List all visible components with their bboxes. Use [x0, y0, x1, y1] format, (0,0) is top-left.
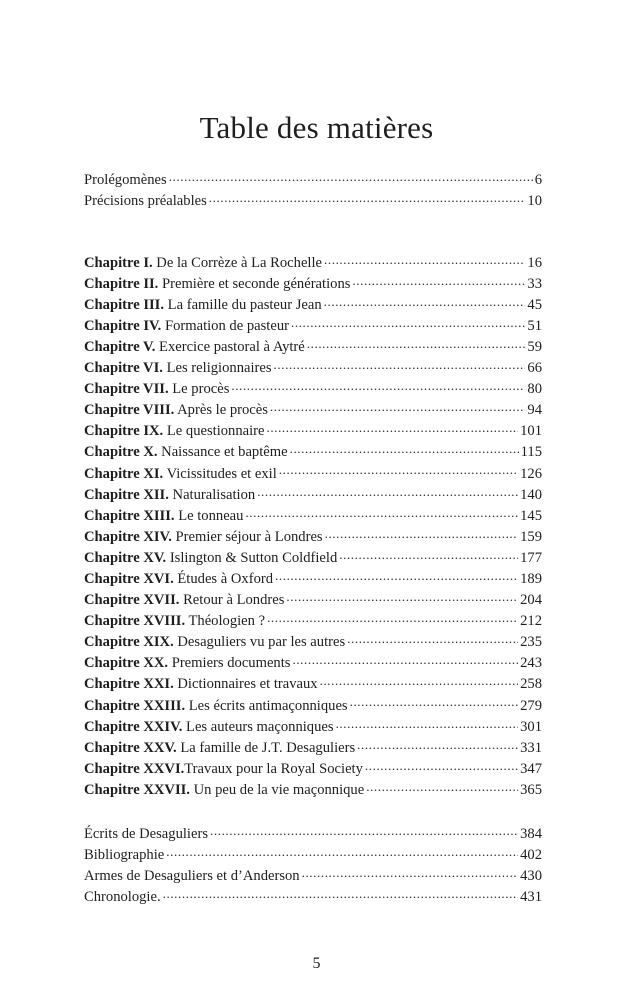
- dot-leader: [291, 315, 525, 330]
- toc-entry-text: [84, 569, 273, 590]
- toc-entry-text: [84, 780, 364, 801]
- chapter-number: Chapitre XI.: [84, 465, 164, 482]
- chapter-title: Dictionnaires et travaux: [173, 676, 318, 693]
- toc-page-number: 430: [520, 867, 542, 884]
- toc-chapter-entry: [84, 695, 542, 716]
- toc-page-number: 115: [520, 444, 542, 461]
- toc-entry-text: Armes de Desaguliers et d’Anderson: [84, 867, 300, 884]
- toc-page-number: 347: [520, 760, 542, 777]
- chapter-title: Naturalisation: [168, 486, 256, 503]
- chapter-number: Chapitre VII.: [84, 381, 169, 398]
- chapter-title: Travaux pour la Royal Society: [184, 760, 363, 777]
- toc-entry-text: [84, 632, 345, 653]
- page-title: Table des matières: [199, 110, 434, 145]
- chapter-title: Retour à Londres: [179, 592, 285, 609]
- toc-back-matter: [84, 823, 542, 907]
- toc-entry-text: [84, 379, 229, 400]
- chapter-title: Après le procès: [174, 402, 268, 419]
- chapter-number: Chapitre XXIV.: [84, 718, 183, 735]
- toc-chapter-entry: [84, 484, 542, 505]
- dot-leader: [279, 463, 518, 478]
- toc-entry-text: [84, 316, 289, 337]
- dot-leader: [245, 505, 518, 520]
- toc-chapter-entry: [84, 400, 542, 421]
- toc-chapter-entry: [84, 463, 542, 484]
- toc-entry-text: [84, 590, 284, 611]
- toc-page-number: 189: [520, 571, 542, 587]
- dot-leader: [275, 568, 518, 583]
- toc-page-number: 235: [520, 634, 542, 651]
- toc-chapters: [84, 252, 542, 800]
- toc-entry-text: [84, 506, 243, 527]
- chapter-title: La famille du pasteur Jean: [164, 296, 322, 313]
- toc-chapter-entry: [84, 505, 542, 526]
- dot-leader: [286, 590, 518, 605]
- toc-entry-text: Prolégomènes: [84, 171, 167, 188]
- toc-chapter-entry: [84, 442, 542, 463]
- dot-leader: [320, 674, 519, 689]
- dot-leader: [257, 484, 518, 499]
- dot-leader: [274, 357, 526, 372]
- toc-page-number: 66: [527, 360, 542, 377]
- chapter-number: Chapitre XIII.: [84, 507, 175, 524]
- dot-leader: [292, 653, 518, 668]
- toc-entry-text: Précisions préalables: [84, 192, 207, 209]
- chapter-title: Premiers documents: [168, 655, 291, 672]
- chapter-number: Chapitre XIV.: [84, 528, 172, 545]
- toc-page-number: 140: [520, 486, 542, 503]
- chapter-title: Première et seconde générations: [158, 275, 351, 292]
- chapter-title: Premier séjour à Londres: [171, 528, 323, 545]
- dot-leader: [307, 336, 526, 351]
- toc-page-number: 301: [520, 718, 542, 735]
- toc-entry-text: [84, 295, 322, 316]
- dot-leader: [270, 400, 525, 415]
- toc-chapter-entry: [84, 357, 542, 378]
- toc-entry-text: Bibliographie: [84, 846, 165, 863]
- toc-page-number: 204: [520, 592, 542, 609]
- toc-chapter-entry: [84, 526, 542, 547]
- toc-page-number: 16: [527, 254, 542, 271]
- dot-leader: [336, 716, 519, 731]
- toc-entry-text: [84, 717, 334, 738]
- dot-leader: [231, 379, 525, 394]
- toc-entry-text: Chronologie.: [84, 888, 161, 905]
- toc-entry-text: Écrits de Desaguliers: [84, 825, 209, 842]
- toc-page-number: 159: [520, 528, 542, 545]
- dot-leader: [350, 695, 519, 710]
- dot-leader: [347, 632, 518, 647]
- chapter-number: Chapitre XXVI.: [84, 760, 185, 777]
- chapter-number: Chapitre XV.: [84, 549, 167, 566]
- dot-leader: [267, 611, 518, 626]
- toc-page-number: 94: [527, 402, 542, 419]
- toc-entry-text: [84, 485, 255, 506]
- chapter-number: Chapitre VIII.: [84, 402, 175, 419]
- dot-leader: [166, 844, 518, 859]
- dot-leader: [352, 273, 525, 288]
- toc-chapter-entry: [84, 758, 542, 779]
- toc-entry-text: [84, 738, 355, 759]
- toc-chapter-entry: [84, 421, 542, 442]
- toc-entry-text: [84, 696, 348, 717]
- toc-chapter-entry: [84, 674, 542, 695]
- chapter-title: Formation de pasteur: [161, 317, 289, 334]
- dot-leader: [365, 758, 518, 773]
- dot-leader: [302, 865, 519, 880]
- toc-chapter-entry: [84, 336, 542, 357]
- toc-entry-text: [84, 400, 268, 421]
- toc-page-number: 33: [527, 275, 542, 292]
- dot-leader: [324, 252, 525, 267]
- chapter-title: La famille de J.T. Desaguliers: [176, 739, 356, 756]
- dot-leader: [324, 294, 526, 309]
- toc-chapter-entry: [84, 653, 542, 674]
- toc-entry-text: [84, 527, 323, 548]
- toc-page-number: 384: [520, 825, 542, 842]
- chapter-title: Les auteurs maçonniques: [182, 718, 334, 735]
- toc-page-number: 402: [520, 846, 542, 863]
- dot-leader: [163, 886, 518, 901]
- toc-page-number: 101: [520, 423, 542, 440]
- chapter-title: Le questionnaire: [163, 423, 265, 440]
- chapter-number: Chapitre XIX.: [84, 634, 174, 651]
- toc-page-number: 212: [520, 613, 542, 630]
- chapter-number: Chapitre II.: [84, 275, 159, 292]
- toc-chapter-entry: [84, 252, 542, 273]
- toc-page-number: 45: [527, 296, 542, 313]
- toc-page-number: 80: [527, 381, 542, 398]
- chapter-number: Chapitre XXVII.: [84, 781, 190, 798]
- toc-entry-text: [84, 358, 272, 379]
- chapter-title: Vicissitudes et exil: [163, 465, 277, 482]
- toc-chapter-entry: [84, 737, 542, 758]
- dot-leader: [357, 737, 518, 752]
- chapter-number: Chapitre III.: [84, 296, 165, 313]
- toc-page-number: 243: [520, 655, 542, 672]
- toc-page-number: 6: [534, 171, 542, 188]
- toc-entry-text: [84, 611, 265, 632]
- toc-entry: [84, 886, 542, 907]
- toc-chapter-entry: [84, 294, 542, 315]
- toc-page-number: 331: [520, 739, 542, 756]
- dot-leader: [169, 169, 533, 184]
- chapter-title: Le tonneau: [174, 507, 244, 524]
- chapter-number: Chapitre XVIII.: [84, 613, 186, 630]
- toc-page-number: 365: [520, 781, 542, 798]
- toc-entry-text: [84, 759, 363, 780]
- chapter-title: Études à Oxford: [173, 571, 274, 587]
- toc-entry: [84, 823, 542, 844]
- chapter-title: Un peu de la vie maçonnique: [189, 781, 365, 798]
- toc-page-number: 126: [520, 465, 542, 482]
- toc-entry-text: [84, 337, 305, 358]
- chapter-title: Les écrits antimaçonniques: [185, 697, 348, 714]
- chapter-number: Chapitre XVII.: [84, 592, 180, 609]
- toc-chapter-entry: [84, 315, 542, 336]
- chapter-number: Chapitre V.: [84, 338, 156, 355]
- dot-leader: [366, 779, 518, 794]
- toc-page-number: 51: [527, 317, 542, 334]
- toc-entry-text: [84, 464, 277, 485]
- toc-chapter-entry: [84, 547, 542, 568]
- chapter-number: Chapitre VI.: [84, 360, 163, 377]
- toc-chapter-entry: [84, 273, 542, 294]
- toc-entry: [84, 169, 542, 190]
- dot-leader: [339, 547, 518, 562]
- toc-page-number: 177: [520, 549, 542, 566]
- chapter-title: Exercice pastoral à Aytré: [155, 338, 305, 355]
- toc-chapter-entry: [84, 590, 542, 611]
- toc-entry-text: [84, 253, 322, 274]
- toc-chapter-entry: [84, 779, 542, 800]
- toc-entry: [84, 844, 542, 865]
- chapter-number: Chapitre IX.: [84, 423, 164, 440]
- toc-entry-text: [84, 548, 337, 569]
- toc-chapter-entry: [84, 568, 542, 589]
- chapter-title: Théologien ?: [185, 613, 266, 630]
- toc-page-number: 59: [527, 338, 542, 355]
- toc-page-number: 145: [520, 507, 542, 524]
- toc-page-number: 10: [527, 192, 542, 209]
- toc-chapter-entry: [84, 716, 542, 737]
- chapter-number: Chapitre XX.: [84, 655, 169, 672]
- page-number: 5: [312, 955, 321, 972]
- chapter-title: De la Corrèze à La Rochelle: [152, 254, 323, 271]
- toc-entry-text: [84, 653, 290, 674]
- toc-page-number: 431: [520, 888, 542, 905]
- dot-leader: [210, 823, 518, 838]
- chapter-title: Naissance et baptême: [157, 444, 288, 461]
- chapter-title: Les religionnaires: [162, 360, 272, 377]
- toc-entry-text: [84, 442, 288, 463]
- toc-chapter-entry: [84, 379, 542, 400]
- toc-page-number: 258: [520, 676, 542, 693]
- chapter-number: Chapitre X.: [84, 444, 158, 461]
- chapter-number: Chapitre XXI.: [84, 676, 174, 693]
- chapter-title: Le procès: [168, 381, 230, 398]
- toc-entry-text: [84, 421, 265, 442]
- chapter-number: Chapitre XXV.: [84, 739, 177, 756]
- dot-leader: [325, 526, 518, 541]
- chapter-number: Chapitre XVI.: [84, 571, 174, 587]
- chapter-title: Desaguliers vu par les autres: [173, 634, 346, 651]
- chapter-number: Chapitre IV.: [84, 317, 162, 334]
- chapter-title: Islington & Sutton Coldfield: [166, 549, 338, 566]
- dot-leader: [209, 190, 526, 205]
- chapter-number: Chapitre XII.: [84, 486, 169, 503]
- toc-entry: [84, 865, 542, 886]
- toc-chapter-entry: [84, 632, 542, 653]
- toc-chapter-entry: [84, 611, 542, 632]
- dot-leader: [290, 442, 519, 457]
- toc-entry: [84, 190, 542, 211]
- toc-entry-text: [84, 274, 350, 295]
- toc-page-number: 279: [520, 697, 542, 714]
- toc-front-matter: [84, 169, 542, 211]
- chapter-number: Chapitre I.: [84, 254, 153, 271]
- dot-leader: [267, 421, 519, 436]
- chapter-number: Chapitre XXIII.: [84, 697, 186, 714]
- toc-entry-text: [84, 674, 318, 695]
